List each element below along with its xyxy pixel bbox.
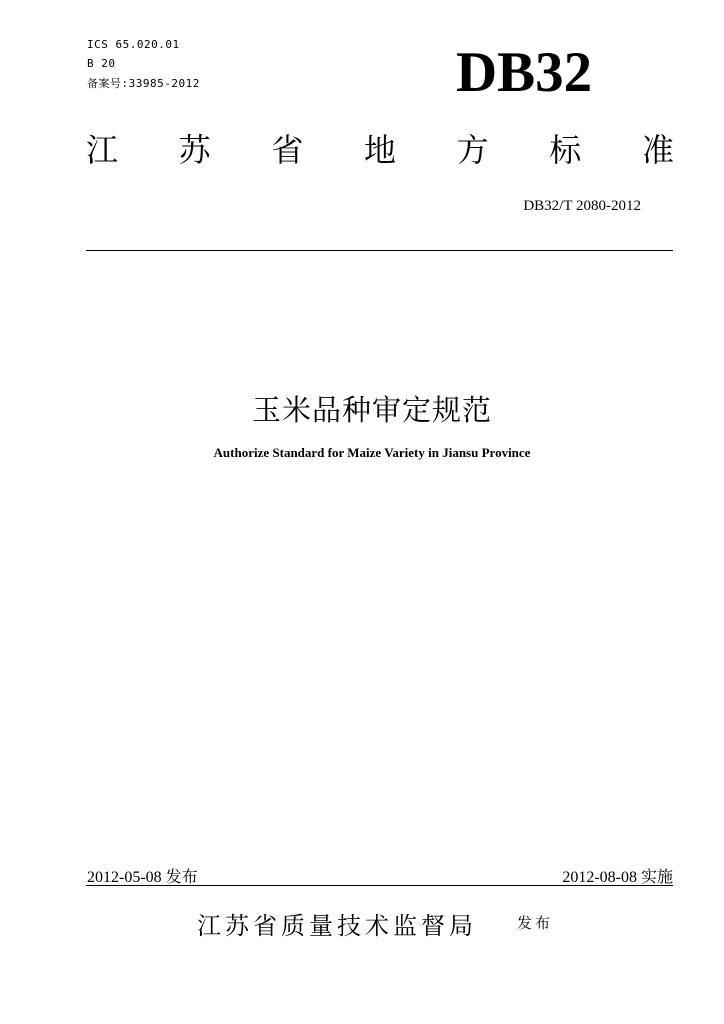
db32-logo: DB32: [456, 41, 593, 104]
chinese-title: 玉米品种审定规范: [251, 393, 492, 427]
english-title: Authorize Standard for Maize Variety in Jiansu Province: [213, 445, 531, 460]
standard-type-char: 地: [363, 131, 396, 169]
standard-type-char: 江: [86, 131, 119, 169]
classification-code: B 20: [87, 57, 116, 70]
issue-date: 2012-05-08 发布: [87, 869, 198, 886]
top-divider: [86, 250, 673, 251]
standard-type-char: 省: [271, 131, 304, 169]
standard-number: DB32/T 2080-2012: [523, 198, 641, 214]
standard-type-char: 准: [641, 131, 674, 169]
bottom-divider: [86, 885, 673, 886]
standard-type-heading: [86, 131, 674, 169]
issuing-authority: 江苏省质量技术监督局: [197, 912, 477, 940]
ics-code: ICS 65.020.01: [87, 38, 180, 51]
standard-type-char: 方: [456, 131, 489, 169]
publish-label: 发布: [517, 914, 554, 932]
record-number: 备案号:33985-2012: [87, 77, 200, 90]
implementation-date: 2012-08-08 实施: [562, 869, 673, 886]
standard-type-char: 苏: [178, 131, 211, 169]
standard-type-char: 标: [549, 131, 582, 169]
